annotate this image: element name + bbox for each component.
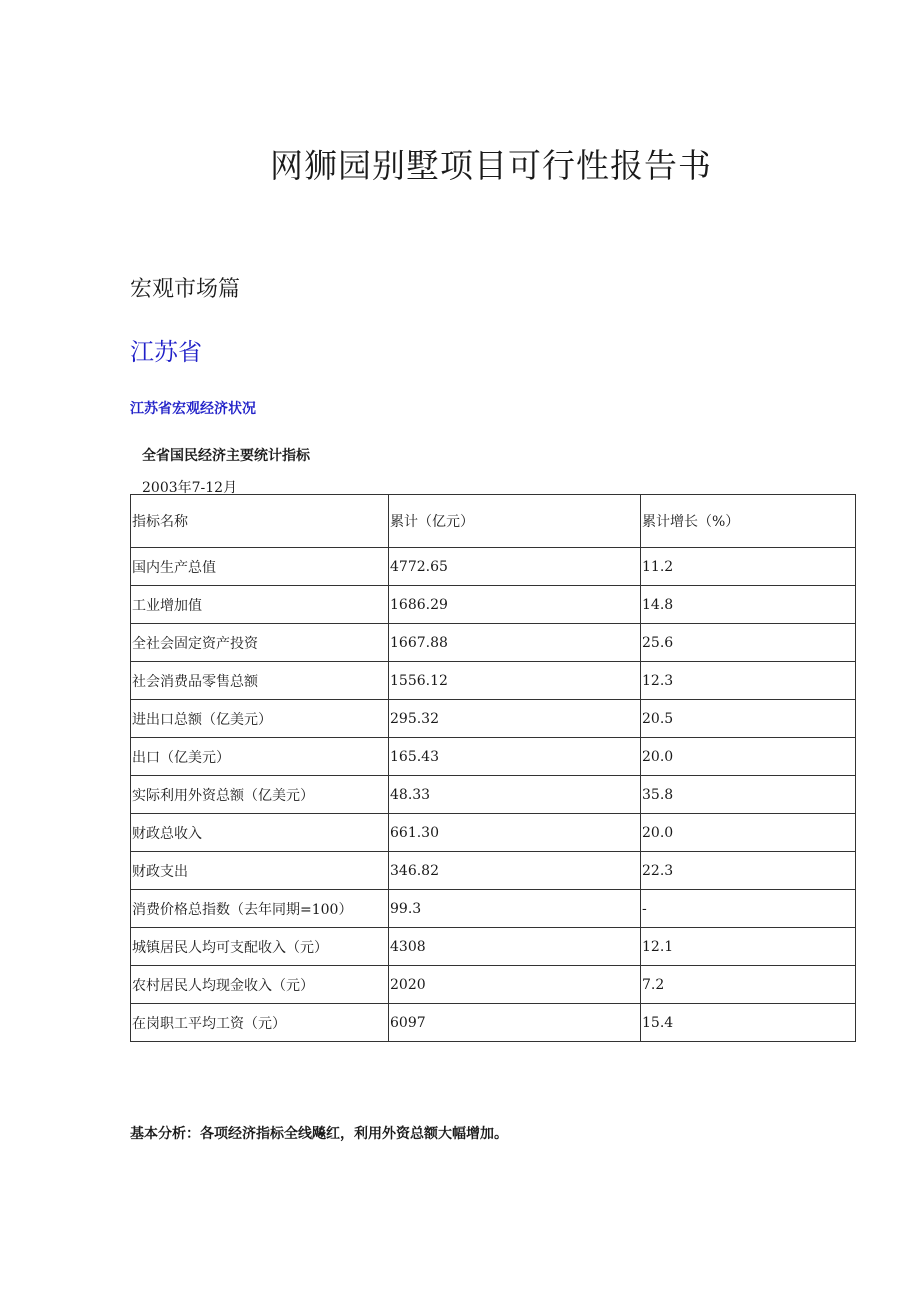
table-period: 2003年7-12月 <box>142 480 238 496</box>
section-heading: 宏观市场篇 <box>130 277 241 302</box>
table-row <box>131 662 856 700</box>
header-cumulative: 累计（亿元） <box>389 495 641 548</box>
cell-growth: 7.2 <box>641 966 856 1004</box>
table-row <box>131 548 856 586</box>
table-row <box>131 738 856 776</box>
cell-growth: 15.4 <box>641 1004 856 1042</box>
table-row <box>131 1004 856 1042</box>
cell-cumulative: 1686.29 <box>389 586 641 624</box>
cell-indicator: 消费价格总指数（去年同期=100） <box>131 890 389 928</box>
cell-cumulative: 99.3 <box>389 890 641 928</box>
table-header-row <box>131 495 856 548</box>
table-row <box>131 852 856 890</box>
cell-indicator: 进出口总额（亿美元） <box>131 700 389 738</box>
cell-growth: - <box>641 890 856 928</box>
cell-growth: 14.8 <box>641 586 856 624</box>
table-row <box>131 890 856 928</box>
cell-indicator: 出口（亿美元） <box>131 738 389 776</box>
province-heading: 江苏省 <box>130 338 202 366</box>
cell-indicator: 在岗职工平均工资（元） <box>131 1004 389 1042</box>
cell-cumulative: 1556.12 <box>389 662 641 700</box>
table-row <box>131 624 856 662</box>
cell-indicator: 工业增加值 <box>131 586 389 624</box>
header-indicator: 指标名称 <box>131 495 389 548</box>
cell-cumulative: 346.82 <box>389 852 641 890</box>
statistics-table <box>130 494 856 1042</box>
cell-indicator: 财政总收入 <box>131 814 389 852</box>
cell-cumulative: 6097 <box>389 1004 641 1042</box>
cell-cumulative: 48.33 <box>389 776 641 814</box>
cell-growth: 20.0 <box>641 738 856 776</box>
cell-cumulative: 4772.65 <box>389 548 641 586</box>
cell-growth: 25.6 <box>641 624 856 662</box>
table-row <box>131 814 856 852</box>
subsection-heading: 江苏省宏观经济状况 <box>130 401 256 417</box>
table-title: 全省国民经济主要统计指标 <box>142 448 310 464</box>
cell-indicator: 实际利用外资总额（亿美元） <box>131 776 389 814</box>
cell-growth: 12.1 <box>641 928 856 966</box>
table-row <box>131 966 856 1004</box>
cell-cumulative: 2020 <box>389 966 641 1004</box>
cell-indicator: 社会消费品零售总额 <box>131 662 389 700</box>
cell-indicator: 农村居民人均现金收入（元） <box>131 966 389 1004</box>
cell-cumulative: 4308 <box>389 928 641 966</box>
cell-cumulative: 295.32 <box>389 700 641 738</box>
cell-growth: 22.3 <box>641 852 856 890</box>
cell-cumulative: 661.30 <box>389 814 641 852</box>
cell-growth: 20.5 <box>641 700 856 738</box>
cell-indicator: 城镇居民人均可支配收入（元） <box>131 928 389 966</box>
header-growth: 累计增长（%） <box>641 495 856 548</box>
cell-indicator: 全社会固定资产投资 <box>131 624 389 662</box>
document-title: 网狮园别墅项目可行性报告书 <box>270 146 712 185</box>
table-row <box>131 700 856 738</box>
cell-cumulative: 165.43 <box>389 738 641 776</box>
table-row <box>131 776 856 814</box>
table-row <box>131 928 856 966</box>
cell-growth: 11.2 <box>641 548 856 586</box>
cell-indicator: 财政支出 <box>131 852 389 890</box>
cell-growth: 20.0 <box>641 814 856 852</box>
cell-growth: 12.3 <box>641 662 856 700</box>
cell-cumulative: 1667.88 <box>389 624 641 662</box>
table-row <box>131 586 856 624</box>
cell-growth: 35.8 <box>641 776 856 814</box>
analysis-text: 基本分析：各项经济指标全线飚红，利用外资总额大幅增加。 <box>130 1126 508 1142</box>
cell-indicator: 国内生产总值 <box>131 548 389 586</box>
